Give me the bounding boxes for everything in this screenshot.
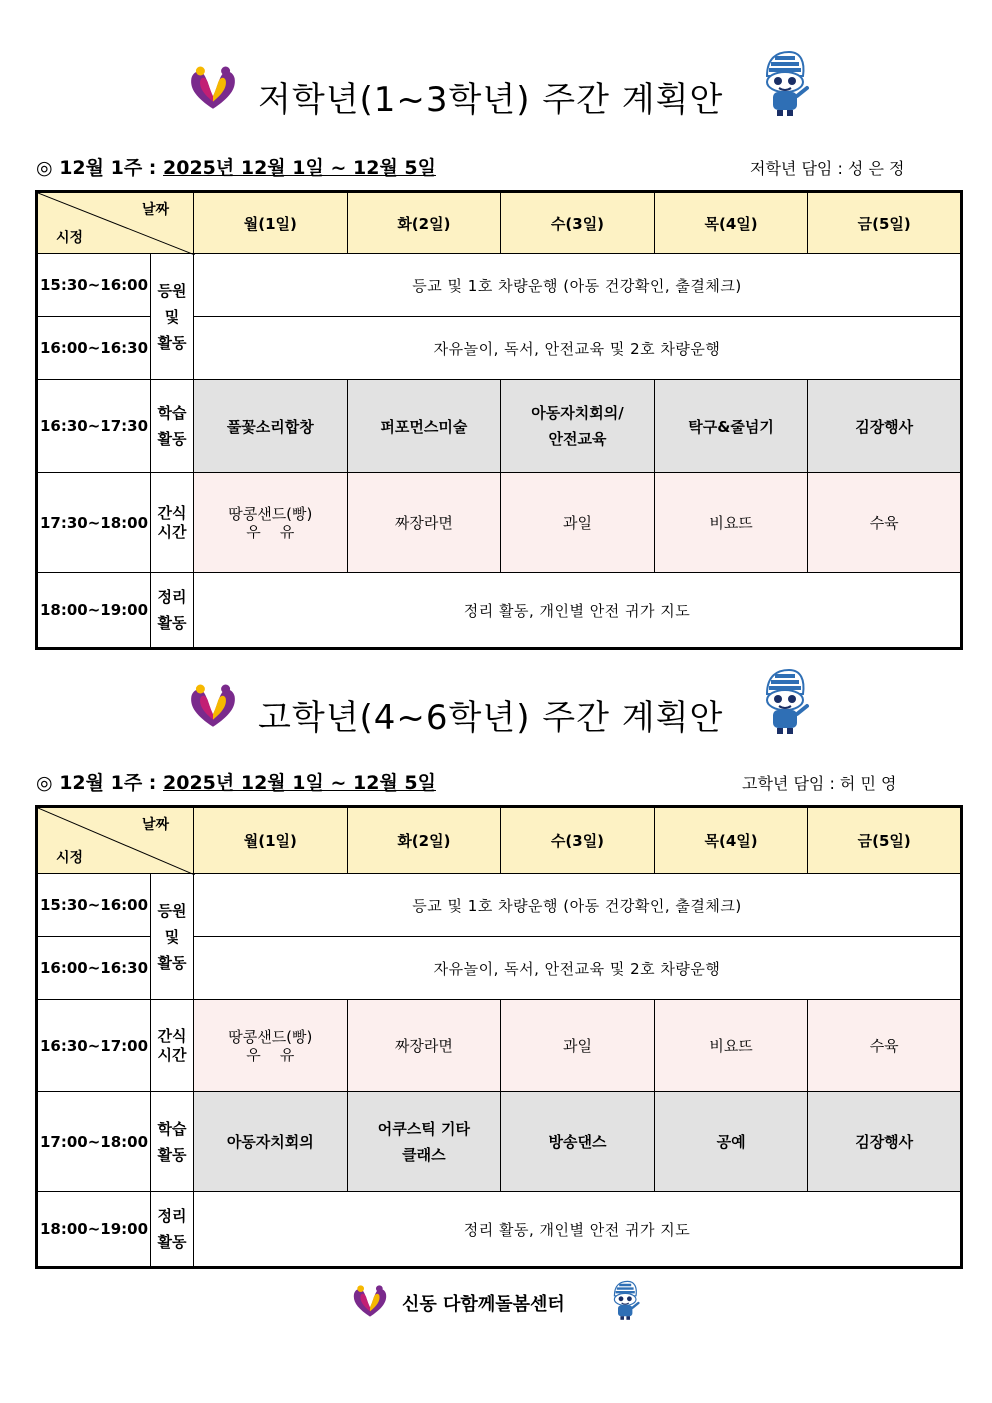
center-logo-icon (186, 62, 240, 116)
time-slot: 17:30~18:00 (37, 473, 151, 573)
day-header: 화(2일) (347, 192, 501, 254)
corner-time-label: 시정 (56, 230, 84, 246)
day-header: 수(3일) (501, 807, 655, 874)
mascot-icon (752, 48, 814, 118)
section-2-week-line (36, 768, 436, 795)
corner-header (37, 807, 194, 874)
snack-cell: 짜장라면 (347, 473, 501, 573)
time-slot: 18:00~19:00 (37, 1192, 151, 1268)
week-label: ◎ 12월 1주 : (36, 157, 164, 179)
learning-cell: 퍼포먼스미술 (347, 380, 501, 473)
snack-cell: 비요뜨 (654, 1000, 808, 1092)
time-slot: 15:30~16:00 (37, 254, 151, 317)
category-snack: 간식 시간 (151, 1000, 194, 1092)
closing-activity: 정리 활동, 개인별 안전 귀가 지도 (194, 573, 962, 649)
section-1-week-line (36, 153, 436, 180)
snack-cell: 과일 (501, 1000, 655, 1092)
learning-cell: 방송댄스 (501, 1092, 655, 1192)
day-header: 금(5일) (808, 192, 962, 254)
arrival-activity: 등교 및 1호 차량운행 (아동 건강확인, 출결체크) (194, 254, 962, 317)
section-1-title: 저학년(1~3학년) 주간 계획안 (258, 80, 724, 120)
category-arrival: 등원 및 활동 (151, 874, 194, 1000)
category-arrival: 등원 및 활동 (151, 254, 194, 380)
section-1-schedule-table (35, 190, 963, 650)
footer (0, 1280, 992, 1320)
corner-header (37, 192, 194, 254)
mascot-icon (606, 1278, 642, 1322)
time-slot: 17:00~18:00 (37, 1092, 151, 1192)
time-slot: 15:30~16:00 (37, 874, 151, 937)
arrival-activity: 등교 및 1호 차량운행 (아동 건강확인, 출결체크) (194, 874, 962, 937)
learning-cell: 공예 (654, 1092, 808, 1192)
learning-cell: 김장행사 (808, 380, 962, 473)
category-learning: 학습 활동 (151, 1092, 194, 1192)
snack-cell: 땅콩샌드(빵) 우 유 (194, 1000, 348, 1092)
learning-cell: 김장행사 (808, 1092, 962, 1192)
learning-cell: 풀꽃소리합창 (194, 380, 348, 473)
corner-time-label: 시정 (56, 850, 84, 866)
time-slot: 16:30~17:30 (37, 380, 151, 473)
section-2-title: 고학년(4~6학년) 주간 계획안 (258, 698, 724, 738)
mascot-icon (752, 666, 814, 736)
section-2-teacher: 고학년 담임 : 허 민 영 (742, 774, 897, 793)
day-header: 화(2일) (347, 807, 501, 874)
category-snack: 간식 시간 (151, 473, 194, 573)
category-closing: 정리 활동 (151, 573, 194, 649)
time-slot: 16:00~16:30 (37, 937, 151, 1000)
free-play-activity: 자유놀이, 독서, 안전교육 및 2호 차량운행 (194, 937, 962, 1000)
week-range: 2025년 12월 1일 ~ 12월 5일 (163, 157, 436, 179)
section-2-title-row (0, 676, 992, 746)
corner-date-label: 날짜 (141, 202, 169, 218)
center-logo-icon (350, 1282, 390, 1322)
learning-cell: 아동자치회의 (194, 1092, 348, 1192)
day-header: 수(3일) (501, 192, 655, 254)
center-logo-icon (186, 680, 240, 734)
time-slot: 16:30~17:00 (37, 1000, 151, 1092)
day-header: 목(4일) (654, 192, 808, 254)
day-header: 목(4일) (654, 807, 808, 874)
time-slot: 18:00~19:00 (37, 573, 151, 649)
category-learning: 학습 활동 (151, 380, 194, 473)
section-1-teacher: 저학년 담임 : 성 은 정 (750, 159, 905, 178)
snack-cell: 수육 (808, 473, 962, 573)
time-slot: 16:00~16:30 (37, 317, 151, 380)
snack-cell: 수육 (808, 1000, 962, 1092)
day-header: 금(5일) (808, 807, 962, 874)
closing-activity: 정리 활동, 개인별 안전 귀가 지도 (194, 1192, 962, 1268)
learning-cell: 어쿠스틱 기타 클래스 (347, 1092, 501, 1192)
section-2-schedule-table (35, 805, 963, 1269)
snack-cell: 땅콩샌드(빵) 우 유 (194, 473, 348, 573)
section-1-title-row (0, 58, 992, 128)
center-name: 신동 다함께돌봄센터 (402, 1294, 565, 1315)
category-closing: 정리 활동 (151, 1192, 194, 1268)
day-header: 월(1일) (194, 192, 348, 254)
day-header: 월(1일) (194, 807, 348, 874)
week-range: 2025년 12월 1일 ~ 12월 5일 (163, 772, 436, 794)
learning-cell: 아동자치회의/ 안전교육 (501, 380, 655, 473)
snack-cell: 과일 (501, 473, 655, 573)
snack-cell: 비요뜨 (654, 473, 808, 573)
corner-date-label: 날짜 (141, 817, 169, 833)
learning-cell: 탁구&줄넘기 (654, 380, 808, 473)
snack-cell: 짜장라면 (347, 1000, 501, 1092)
free-play-activity: 자유놀이, 독서, 안전교육 및 2호 차량운행 (194, 317, 962, 380)
week-label: ◎ 12월 1주 : (36, 772, 164, 794)
